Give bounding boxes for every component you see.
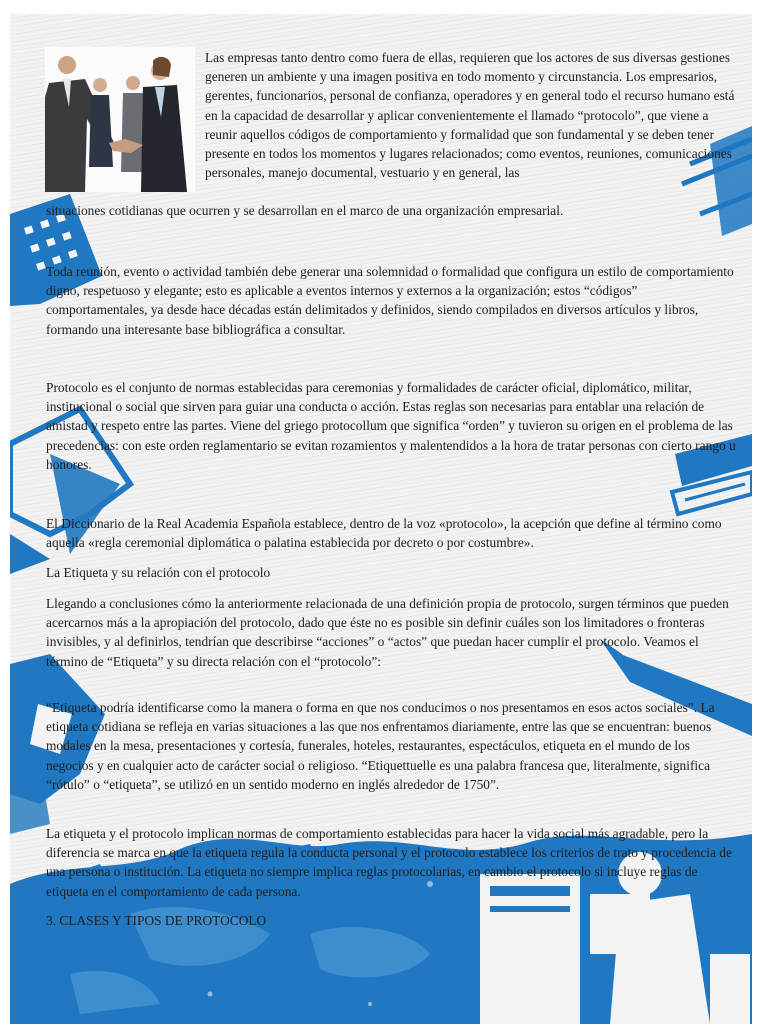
diccionario-paragraph: El Diccionario de la Real Academia Española establece, dentro de la voz «protocolo», la acepción que define al término como aquella «regla ceremonial diplomática o palatina establecida por decreto o por costumbre». xyxy=(46,516,722,551)
intro-paragraph: Las empresas tanto dentro como fuera de ellas, requieren que los actores de sus diversas gestiones generen un ambiente y una imagen positiva en todo momento y circunstancia. Los empresarios, gerentes, funcionarios, personal de confianza, operadores y en general todo el recurso humano está en la capacidad de desarrollar y aplicar convenientemente el llamado “protocolo”, que viene a reunir aquellos códigos de comportamiento y formalidad que son fundamental y se deben tener presente en todos los momentos y lugares relacionados; como eventos, reuniones, comunicaciones personales, manejo documental, vestuario y en general, las xyxy=(205,50,735,181)
photo-image xyxy=(45,47,195,192)
etiqueta-definition-paragraph: “Etiqueta podría identificarse como la manera o forma en que nos conducimos o nos presentamos en esos actos sociales”. La etiqueta cotidiana se refleja en varias situaciones a las que nos enfrentamos diariamente, entre las que se encuentran: buenos modales en la mesa, presentaciones y cortesía, funerales, hoteles, restaurantes, espectáculos, etiqueta en el mundo de los negocios y en cualquier acto de carácter social o religioso. “Etiquettuelle es una palabra francesa que, literalmente, significa “rótulo” o “etiqueta”, se utilizó en un sentido moderno en inglés alrededor de 1750”. xyxy=(46,700,715,792)
reunion-paragraph: Toda reunión, evento o actividad también debe generar una solemnidad o formalidad que configura un estilo de comportamiento digno, respetuoso y elegante; esto es aplicable a eventos internos y externos a la organización; estos “códigos” comportamentales, ya desde hace décadas están delimitados y definidos, siendo compilados en diversos artículos y libros, formando una interesante base bibliográfica a consultar. xyxy=(46,264,734,337)
llegando-paragraph: Llegando a conclusiones cómo la anteriormente relacionada de una definición propia de protocolo, surgen términos que pueden acercarnos más a la apropiación del protocolo, dado que éste no es posible sin definir cuáles son los limitadores o fronteras invisibles, y al definirlos, tendrían que describirse “acciones” o “actos” que puedan hacer cumplir el protocolo. Veamos el término de “Etiqueta” y su directa relación con el “protocolo”: xyxy=(46,596,729,669)
intro-paragraph-continued: situaciones cotidianas que ocurren y se desarrollan en el marco de una organización empresarial. xyxy=(46,203,564,218)
clases-section-heading: 3. CLASES Y TIPOS DE PROTOCOLO xyxy=(46,913,267,928)
etiqueta-section-heading: La Etiqueta y su relación con el protocolo xyxy=(46,565,271,580)
protocolo-definition-paragraph: Protocolo es el conjunto de normas establecidas para ceremonias y formalidades de carácter oficial, diplomático, militar, institucional o social que sirven para guiar una conducta o acción. Estas reglas son necesarias para entablar una relación de amistad y respeto entre las partes. Viene del griego protocollum que significa “orden” y tuvieron su origen en el problema de las precedencias: con este orden reglamentario se evitan rozamientos y malentendidos a la hora de tratar personas con cierto rango u honores. xyxy=(46,380,736,472)
business-handshake-photo xyxy=(45,47,195,192)
document-page xyxy=(10,14,752,1024)
diferencia-paragraph: La etiqueta y el protocolo implican normas de comportamiento establecidas para hacer la vida social más agradable, pero la diferencia se marca en que la etiqueta regula la conducta personal y el protocolo establece los criterios de trato y procedencia de una persona o institución. La etiqueta no siempre implica reglas protocolarias, en cambio el protocolo si incluye reglas de etiqueta en el comportamiento de cada persona. xyxy=(46,826,732,899)
